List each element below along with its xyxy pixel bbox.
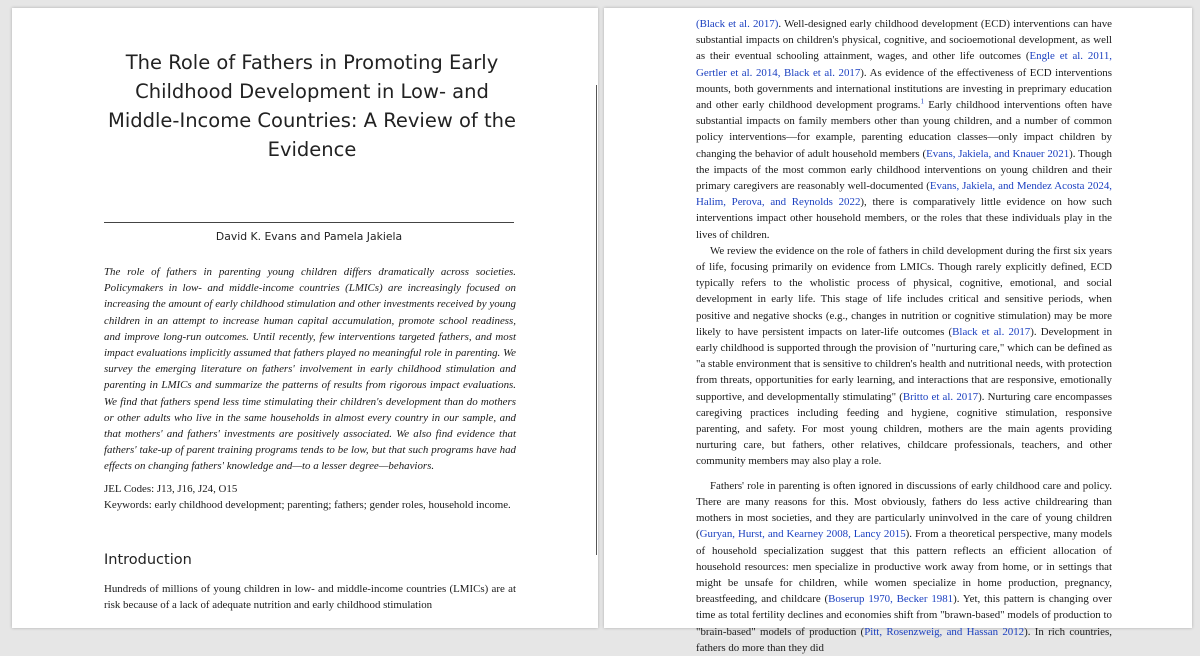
- body-text: [696, 16, 1112, 656]
- citation-link[interactable]: Evans, Jakiela, and Mendez Acosta 2024, Halim, Perova, and Reynolds 2022: [696, 180, 1113, 209]
- footnote-link[interactable]: 1: [920, 97, 925, 106]
- author-names: David K. Evans and Pamela Jakiela: [215, 230, 403, 243]
- paragraph-text: ). Development in early childhood is supported through the provision of "nurturing care," which can be defined as "a stable environment that is sensitive to children's health and nutritional needs, with protection from threats, opportunities for early learning, and interactions that are responsive, emotionally supportive, and developmentally stimulating" (: [696, 325, 1113, 403]
- introduction-text: Hundreds of millions of young children in low- and middle-income countries (LMICs) are at risk because of a lack of adequate nutrition and early childhood stimulation: [104, 583, 516, 612]
- page-divider: [596, 85, 597, 555]
- paragraph-text: ). Nurturing care encompasses caregiving practices including feeding and hygiene, cognitive stimulation, responsive parenting, and safety. For most young children, mothers are the main agents providing nurturing care, but fathers, other relatives, childcare professionals, teachers, and other community members may also play a role.: [696, 390, 1113, 468]
- paragraph-2: [696, 243, 1112, 470]
- citation-link[interactable]: (Black et al. 2017): [696, 18, 779, 30]
- left-page: [12, 8, 598, 628]
- paragraph-text: We review the evidence on the role of fathers in child development during the first six years of life, focusing primarily on evidence from LMICs. Though rarely explicitly defined, ECD typically refers to the wholistic process of physical, cognitive, emotional, and social development in early life. This stage of life includes critical and sensitive periods, when positive and negative shocks (e.g., changes in nutrition or cognitive stimulation) may be more likely to have persistent impacts on later-life outcomes (: [696, 244, 1112, 338]
- citation-link[interactable]: Britto et al. 2017: [902, 390, 979, 403]
- paragraph-text: Fathers' role in parenting is often ignored in discussions of early childhood care and policy. There are many reasons for this. Most obviously, fathers do less active childrearing than mothers in most societies, and they are particularly uninvolved in the care of young children (: [696, 479, 1112, 541]
- jel-codes: JEL Codes: J13, J16, J24, O15: [104, 483, 238, 495]
- citation-link[interactable]: Boserup 1970, Becker 1981: [828, 593, 954, 606]
- paper-title: The Role of Fathers in Promoting Early Childhood Development in Low- and Middle-Income Countries: A Review of the Evidence: [108, 51, 516, 161]
- paragraph-1: [696, 16, 1112, 243]
- title-rule: [104, 222, 514, 223]
- paragraph-text: ). As evidence of the effectiveness of ECD interventions mounts, both governments and international institutions are investing in preprimary education and other early childhood development programs.: [696, 66, 1112, 112]
- right-page: [604, 8, 1192, 654]
- citation-link[interactable]: Evans, Jakiela, and Knauer 2021: [926, 147, 1070, 160]
- citation-link[interactable]: Black et al. 2017: [952, 325, 1031, 338]
- paragraph-text: Early childhood interventions often have substantial impacts on family members other than young children, and a number of common policy interventions—for example, parenting education classes—only impact children by changing the behavior of adult household members (: [696, 99, 1112, 160]
- paragraph-text: ). Though the impacts of the most common early childhood interventions on young children and their primary caregivers are reasonably well-documented (: [696, 147, 1112, 193]
- citation-link[interactable]: Pitt, Rosenzweig, and Hassan 2012: [864, 625, 1025, 638]
- paragraph-text: ). Yet, this pattern is changing over time as total fertility declines and economies shift from "brawn-based" models of production to "brain-based" models of production (: [696, 593, 1112, 638]
- keywords: Keywords: early childhood development; parenting; fathers; gender roles, household income.: [104, 499, 511, 511]
- paragraph-text: . Well-designed early childhood development (ECD) interventions can have substantial impacts on children's physical, cognitive, and socioemotional development, as well as their eventual schooling attainment, wages, and other life outcomes (: [696, 18, 1112, 63]
- paragraph-text: ). In rich countries, fathers do more than they did: [696, 625, 1112, 654]
- abstract: The role of fathers in parenting young children differs dramatically across societies. Policymakers in low- and middle-income countries (LMICs) are increasingly focused on increasing the amount of early childhood stimulation and other investments received by young children in an attempt to increase human capital accumulation, promote school readiness, and improve long-run outcomes. Until recently, few interventions targeted fathers, and most impact evaluations implicitly assumed that fathers played no meaningful role in parenting. We survey the emerging literature on fathers' involvement in early childhood stimulation and parenting in LMICs and summarize the patterns of results from rigorous impact evaluations. We find that fathers spend less time stimulating their children's development than do mothers or other adults who live in the same households in almost every country in our sample, and that mothers' and fathers' investments are positively associated. We also find evidence that fathers' take-up of parent training programs tends to be low, but that such programs have had effects on changing fathers' knowledge and—to a lesser degree—behaviors.: [104, 266, 516, 473]
- citation-link[interactable]: Guryan, Hurst, and Kearney 2008, Lancy 2015: [699, 528, 906, 541]
- citation-link[interactable]: Engle et al. 2011, Gertler et al. 2014, Black et al. 2017: [696, 50, 1112, 79]
- paragraph-text: ), there is comparatively little evidence on how such interventions impact other household members, or the roles that these individuals play in the lives of children.: [696, 196, 1112, 241]
- paragraph-3: [696, 478, 1112, 656]
- paragraph-text: ). From a theoretical perspective, many models of household specialization suggest that this pattern reflects an efficient allocation of household resources: men specialize in productive work away from home, or in settings that might be unsafe for children, while women specialize in home production, pregnancy, breastfeeding, and childcare (: [696, 528, 1112, 606]
- introduction-heading: Introduction: [104, 552, 192, 568]
